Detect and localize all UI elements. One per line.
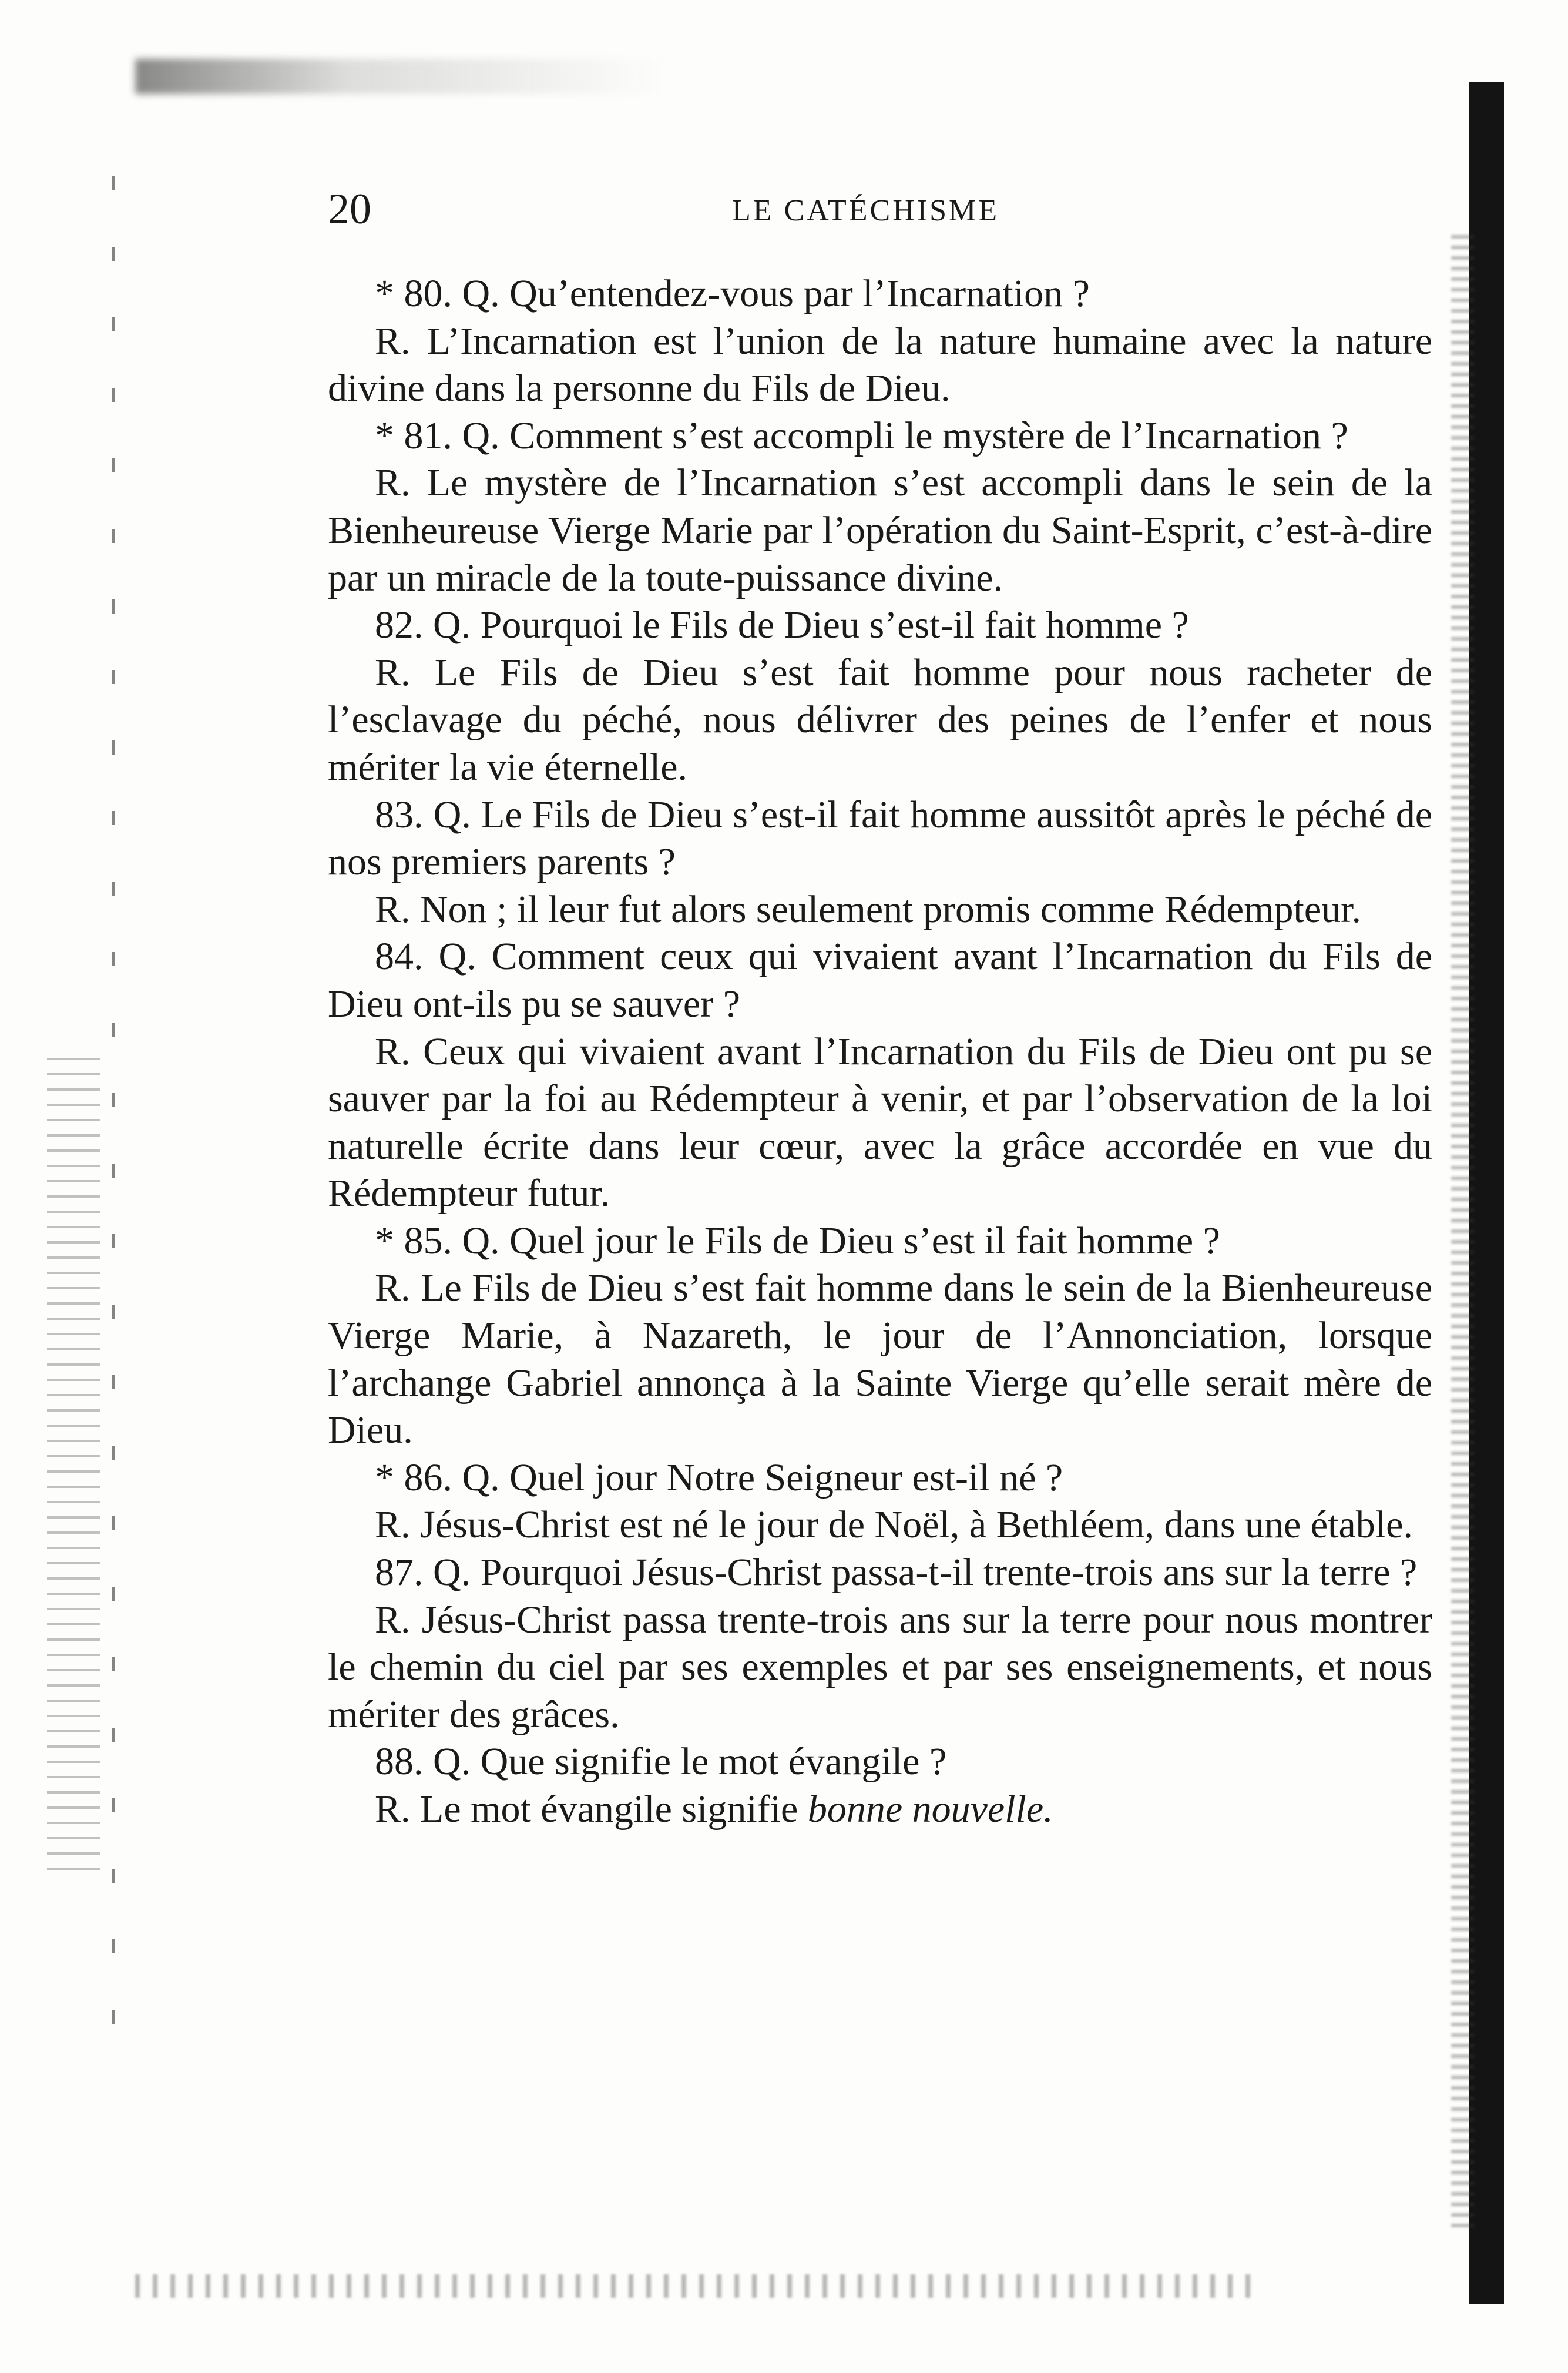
- answer-88-prefix: R. Le mot évangile signifie: [375, 1788, 808, 1831]
- scan-shadow-top: [135, 59, 664, 94]
- answer-82: R. Le Fils de Dieu s’est fait homme pour nous racheter de l’esclavage du péché, nous délivrer des peines de l’enfer et nous mériter la vie éternelle.: [328, 651, 1432, 789]
- answer-84: R. Ceux qui vivaient avant l’Incarnation du Fils de Dieu ont pu se sauver par la foi au Rédempteur à venir, et par l’observation de la loi naturelle écrite dans leur cœur, avec la grâce accordée en vue du Rédempteur futur.: [328, 1030, 1432, 1215]
- question-84: 84. Q. Comment ceux qui vivaient avant l’Incarnation du Fils de Dieu ont-ils pu se sauver ?: [328, 935, 1432, 1025]
- answer-85: R. Le Fils de Dieu s’est fait homme dans le sein de la Bienheureuse Vierge Marie, à Nazareth, le jour de l’Annonciation, lorsque l’archange Gabriel annonça à la Sainte Vierge qu’elle serait mère de Dieu.: [328, 1266, 1432, 1452]
- catechism-text: [328, 270, 1432, 1834]
- question-83: 83. Q. Le Fils de Dieu s’est-il fait homme aussitôt après le péché de nos premiers parents ?: [328, 793, 1432, 884]
- question-82: 82. Q. Pourquoi le Fils de Dieu s’est-il fait homme ?: [375, 604, 1189, 647]
- answer-88: [328, 1786, 1432, 1834]
- question-80: * 80. Q. Qu’entendez-vous par l’Incarnation ?: [375, 272, 1090, 315]
- scan-edge-right: [1451, 235, 1475, 2233]
- scan-marks-left: [112, 176, 115, 2057]
- page-number: 20: [328, 185, 371, 233]
- question-81: * 81. Q. Comment s’est accompli le mystère de l’Incarnation ?: [375, 414, 1348, 457]
- answer-80: R. L’Incarnation est l’union de la nature humaine avec la nature divine dans la personne du Fils de Dieu.: [328, 319, 1432, 410]
- page-header: [328, 186, 1438, 233]
- answer-83: R. Non ; il leur fut alors seulement promis comme Rédempteur.: [375, 887, 1362, 931]
- question-86: * 86. Q. Quel jour Notre Seigneur est-il né ?: [375, 1456, 1063, 1499]
- answer-88-italic: bonne nouvelle.: [807, 1788, 1053, 1831]
- answer-87: R. Jésus-Christ passa trente-trois ans sur la terre pour nous montrer le chemin du ciel par ses exemples et par ses enseignements, et nous mériter des grâces.: [328, 1598, 1432, 1736]
- scan-marks-left-2: [47, 1058, 100, 1881]
- running-head: LE CATÉCHISME: [732, 194, 999, 227]
- question-87: 87. Q. Pourquoi Jésus-Christ passa-t-il trente-trois ans sur la terre ?: [375, 1551, 1418, 1594]
- scan-marks-bottom: [135, 2274, 1251, 2298]
- answer-81: R. Le mystère de l’Incarnation s’est accompli dans le sein de la Bienheureuse Vierge Marie par l’opération du Saint-Esprit, c’est-à-dire par un miracle de la toute-puissance divine.: [328, 461, 1432, 599]
- answer-86: R. Jésus-Christ est né le jour de Noël, à Bethléem, dans une étable.: [375, 1503, 1413, 1547]
- question-88: 88. Q. Que signifie le mot évangile ?: [375, 1740, 947, 1784]
- question-85: * 85. Q. Quel jour le Fils de Dieu s’est il fait homme ?: [375, 1219, 1220, 1262]
